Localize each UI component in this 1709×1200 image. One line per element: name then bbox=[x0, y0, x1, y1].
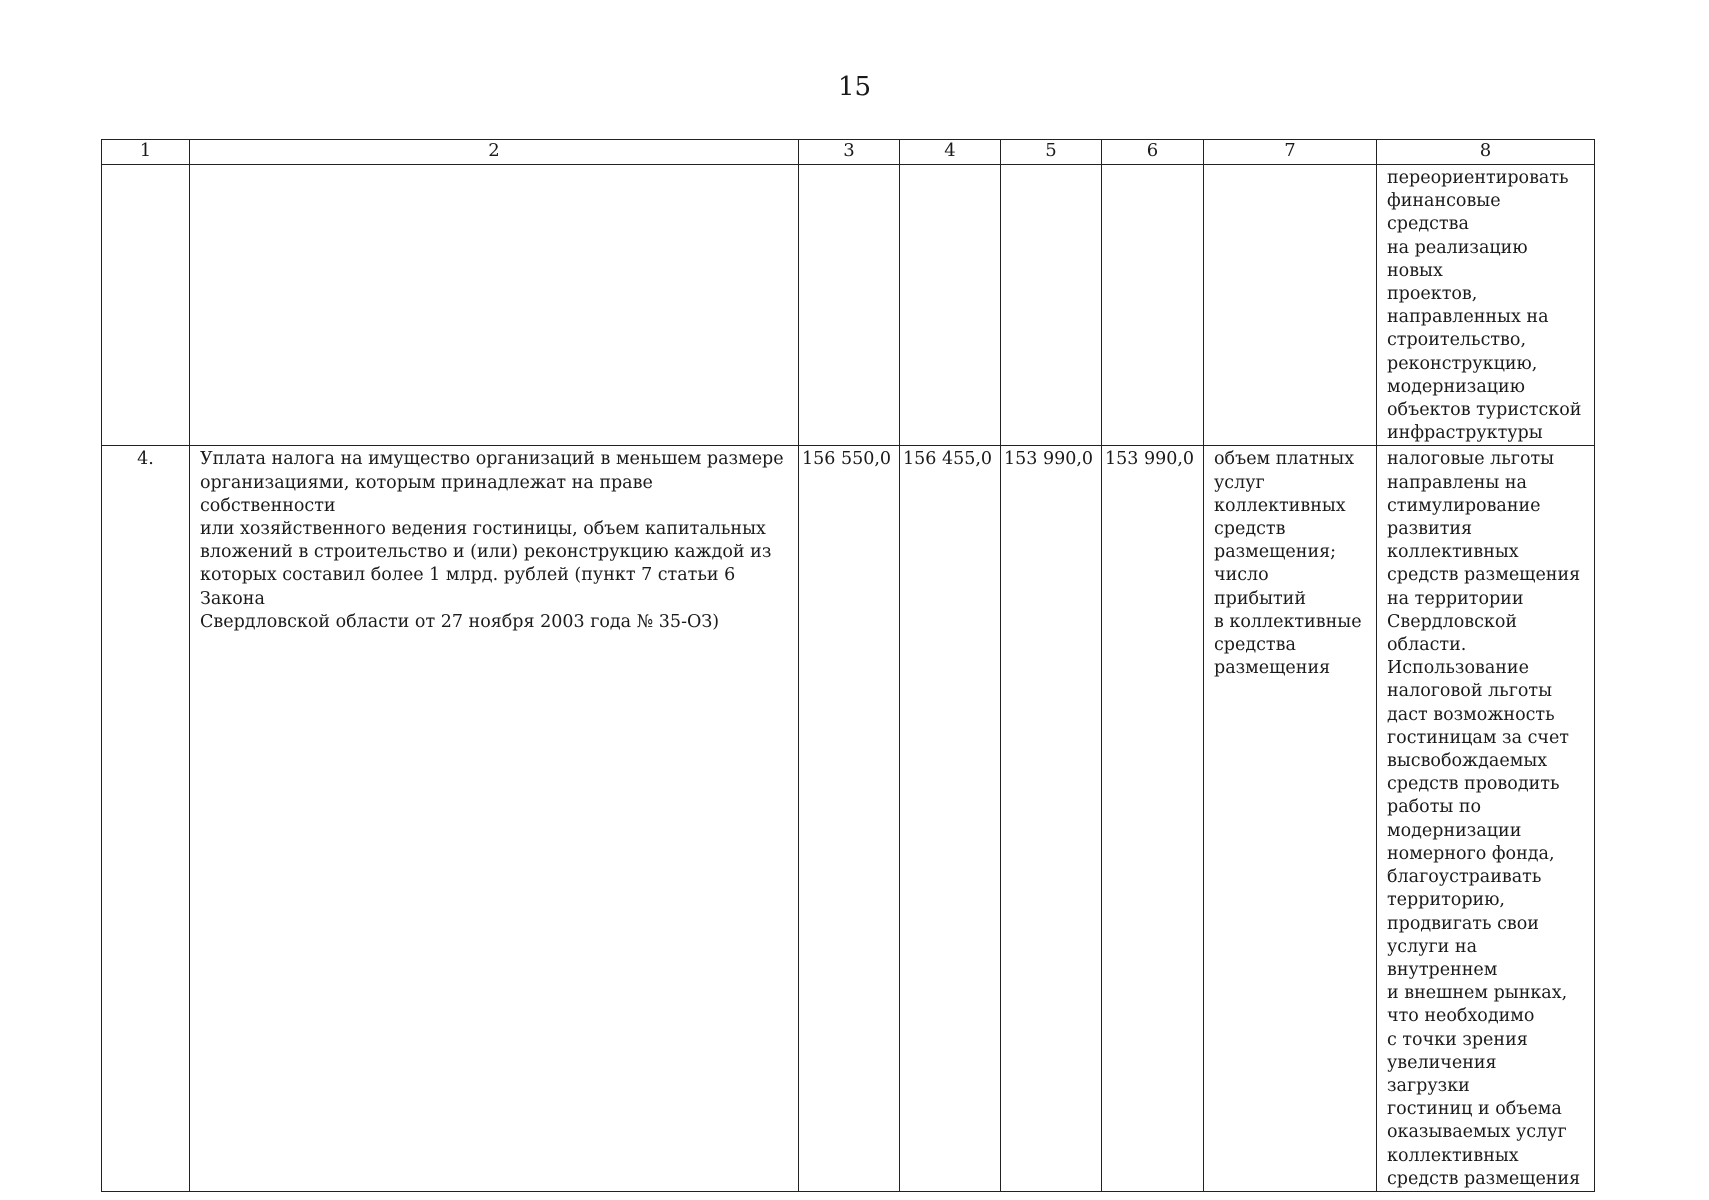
table-row bbox=[102, 446, 1595, 1192]
header-col-6: 6 bbox=[1102, 140, 1204, 165]
cell-rationale: переориентировать финансовые средства на реализацию новых проектов, направленных на строительство, реконструкцию, модернизацию объектов туристской инфраструктуры bbox=[1377, 165, 1595, 446]
cell-index: 4. bbox=[102, 446, 190, 1192]
header-col-5: 5 bbox=[1001, 140, 1102, 165]
page-number: 15 bbox=[837, 72, 872, 102]
header-col-1: 1 bbox=[102, 140, 190, 165]
cell-value-5 bbox=[1001, 165, 1102, 446]
header-col-7: 7 bbox=[1204, 140, 1377, 165]
header-col-4: 4 bbox=[900, 140, 1001, 165]
table-row bbox=[102, 165, 1595, 446]
cell-value-4: 156 455,0 bbox=[900, 446, 1001, 1192]
cell-index bbox=[102, 165, 190, 446]
cell-value-3 bbox=[799, 165, 900, 446]
cell-value-4 bbox=[900, 165, 1001, 446]
cell-indicators: объем платных услуг коллективных средств размещения; число прибытий в коллективные средства размещения bbox=[1204, 446, 1377, 1192]
cell-description bbox=[190, 165, 799, 446]
cell-value-3: 156 550,0 bbox=[799, 446, 900, 1192]
cell-value-5: 153 990,0 bbox=[1001, 446, 1102, 1192]
table-header-row bbox=[102, 140, 1595, 165]
cell-rationale: налоговые льготы направлены на стимулирование развития коллективных средств размещения на территории Свердловской области. Использование налоговой льготы даст возможность гостиницам за счет высвобождаемых средств проводить работы по модернизации номерного фонда, благоустраивать территорию, продвигать свои услуги на внутреннем и внешнем рынках, что необходимо с точки зрения увеличения загрузки гостиниц и объема оказываемых услуг коллективных средств размещения bbox=[1377, 446, 1595, 1192]
benefits-table bbox=[101, 139, 1595, 1192]
header-col-2: 2 bbox=[190, 140, 799, 165]
header-col-3: 3 bbox=[799, 140, 900, 165]
cell-value-6 bbox=[1102, 165, 1204, 446]
cell-value-6: 153 990,0 bbox=[1102, 446, 1204, 1192]
header-col-8: 8 bbox=[1377, 140, 1595, 165]
cell-indicators bbox=[1204, 165, 1377, 446]
cell-description: Уплата налога на имущество организаций в меньшем размере организациями, которым принадлежат на праве собственности или хозяйственного ведения гостиницы, объем капитальных вложений в строительство и (или) реконструкцию каждой из которых составил более 1 млрд. рублей (пункт 7 статьи 6 Закона Свердловской области от 27 ноября 2003 года № 35-ОЗ) bbox=[190, 446, 799, 1192]
